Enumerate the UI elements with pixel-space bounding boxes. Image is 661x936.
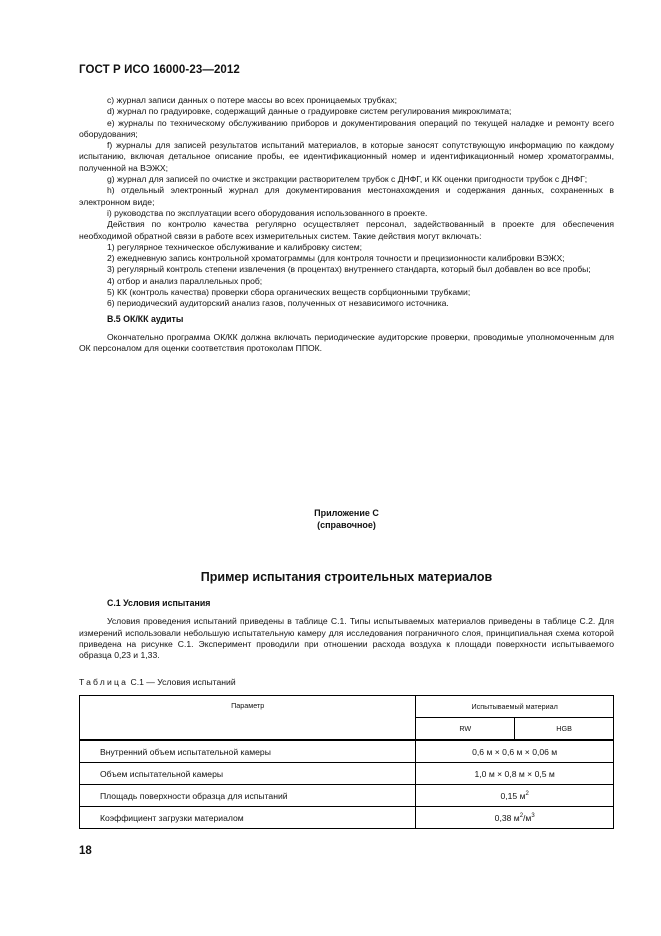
- value-cell: 0,6 м × 0,6 м × 0,06 м: [416, 740, 614, 763]
- header-rw: RW: [416, 718, 515, 741]
- table-caption: [79, 677, 236, 687]
- table-caption-text: С.1 — Условия испытаний: [130, 677, 236, 687]
- value-cell: [416, 785, 614, 807]
- param-cell: Внутренний объем испытательной камеры: [80, 740, 416, 763]
- list-item-i: i) руководства по эксплуатации всего оборудования использованного в проекте.: [107, 207, 428, 218]
- value-cell: 1,0 м × 0,8 м × 0,5 м: [416, 763, 614, 785]
- appendix-type: (справочное): [317, 520, 376, 530]
- section-b5-text: Окончательно программа ОК/КК должна включать периодические аудиторские проверки, проводимые уполномоченным для ОК персоналом для оценки соответствия протоколам ППОК.: [79, 331, 614, 354]
- value-exponent: 2: [525, 790, 529, 797]
- table-row: [80, 763, 614, 785]
- page-number: 18: [79, 845, 92, 857]
- qc-item-6: 6) периодический аудиторский анализ газов, полученных от независимого источника.: [107, 298, 449, 309]
- document-header: ГОСТ Р ИСО 16000-23—2012: [79, 64, 240, 76]
- list-item-c: c) журнал записи данных о потере массы во всех проницаемых трубках;: [107, 95, 397, 105]
- qc-item-1: 1) регулярное техническое обслуживание и калибровку систем;: [107, 241, 363, 252]
- section-b5-heading: B.5 ОК/КК аудиты: [107, 313, 184, 324]
- section-c1-heading: С.1 Условия испытания: [107, 598, 211, 608]
- qc-item-4: 4) отбор и анализ параллельных проб;: [107, 275, 263, 286]
- header-param: Параметр: [80, 696, 416, 741]
- conditions-table: [79, 695, 614, 829]
- qc-item-2: 2) ежедневную запись контрольной хроматограммы (для контроля точности и прецизионности калибровки ВЭЖХ;: [107, 253, 565, 264]
- table-header-row: [80, 696, 614, 718]
- appendix-label-block: [79, 507, 614, 531]
- param-cell: Площадь поверхности образца для испытаний: [80, 785, 416, 807]
- header-material: Испытываемый материал: [416, 696, 614, 718]
- top-text-block: [79, 95, 614, 355]
- value-exponent-2: 3: [531, 812, 535, 819]
- list-item-e: e) журналы по техническому обслуживанию приборов и документирования операций по текущей наладке и ремонту всего оборудования;: [79, 117, 614, 139]
- section-c1-block: [79, 598, 614, 661]
- table-row: [80, 740, 614, 763]
- value-cell: [416, 807, 614, 829]
- list-item-h: h) отдельный электронный журнал для документирования местонахождения и содержания данных, сохраненных в электронном виде;: [79, 185, 614, 207]
- table-row: [80, 807, 614, 829]
- list-item-g: g) журнал для записей по очистке и экстракции растворителем трубок с ДНФГ, и КК оценки пригодности трубок с ДНФГ;: [107, 174, 588, 185]
- header-hgb: HGB: [515, 718, 614, 741]
- list-item-d: d) журнал по градуировке, содержащий данные о градуировке систем регулирования микроклимата;: [107, 106, 512, 117]
- table-caption-word: Таблица: [79, 677, 129, 687]
- qc-item-3: 3) регулярный контроль степени извлечения (в процентах) внутреннего стандарта, который был добавлен во все пробы;: [107, 264, 591, 275]
- value-text: 0,15 м: [500, 790, 526, 801]
- qc-item-5: 5) КК (контроль качества) проверки сбора органических веществ сорбционными трубками;: [107, 287, 471, 298]
- list-item-f: f) журналы для записей результатов испытаний материалов, в которые заносят сопутствующую информацию по каждому испытанию, включая детальное описание пробы, ее идентификационный номер и идентификационный номер хроматограммы, полученной на ВЭЖХ;: [79, 140, 614, 173]
- param-cell: Коэффициент загрузки материалом: [80, 807, 416, 829]
- value-text-unit: /м: [523, 812, 532, 823]
- qc-intro-paragraph: Действия по контролю качества регулярно осуществляет персонал, задействованный в проекте для обеспечения необходимой обратной связи в работе всех измерительных систем. Такие действия могут включать:: [79, 219, 614, 241]
- appendix-label: Приложение С: [314, 508, 379, 518]
- value-exponent: 2: [519, 812, 524, 819]
- appendix-title: Пример испытания строительных материалов: [200, 570, 493, 584]
- value-text: 0,38 м: [494, 812, 520, 823]
- section-c1-text: Условия проведения испытаний приведены в таблице С.1. Типы испытываемых материалов приведены в таблице С.2. Для измерений использовали небольшую испытательную камеру для исследования пограничного слоя, принципиальная схема которой приведена на рисунке С.1. Эксперимент проводили при отношении расхода воздуха к площади поверхности испытываемого образца 0,23 и 1,33.: [79, 616, 614, 661]
- param-cell: Объем испытательной камеры: [80, 763, 416, 785]
- table-row: [80, 785, 614, 807]
